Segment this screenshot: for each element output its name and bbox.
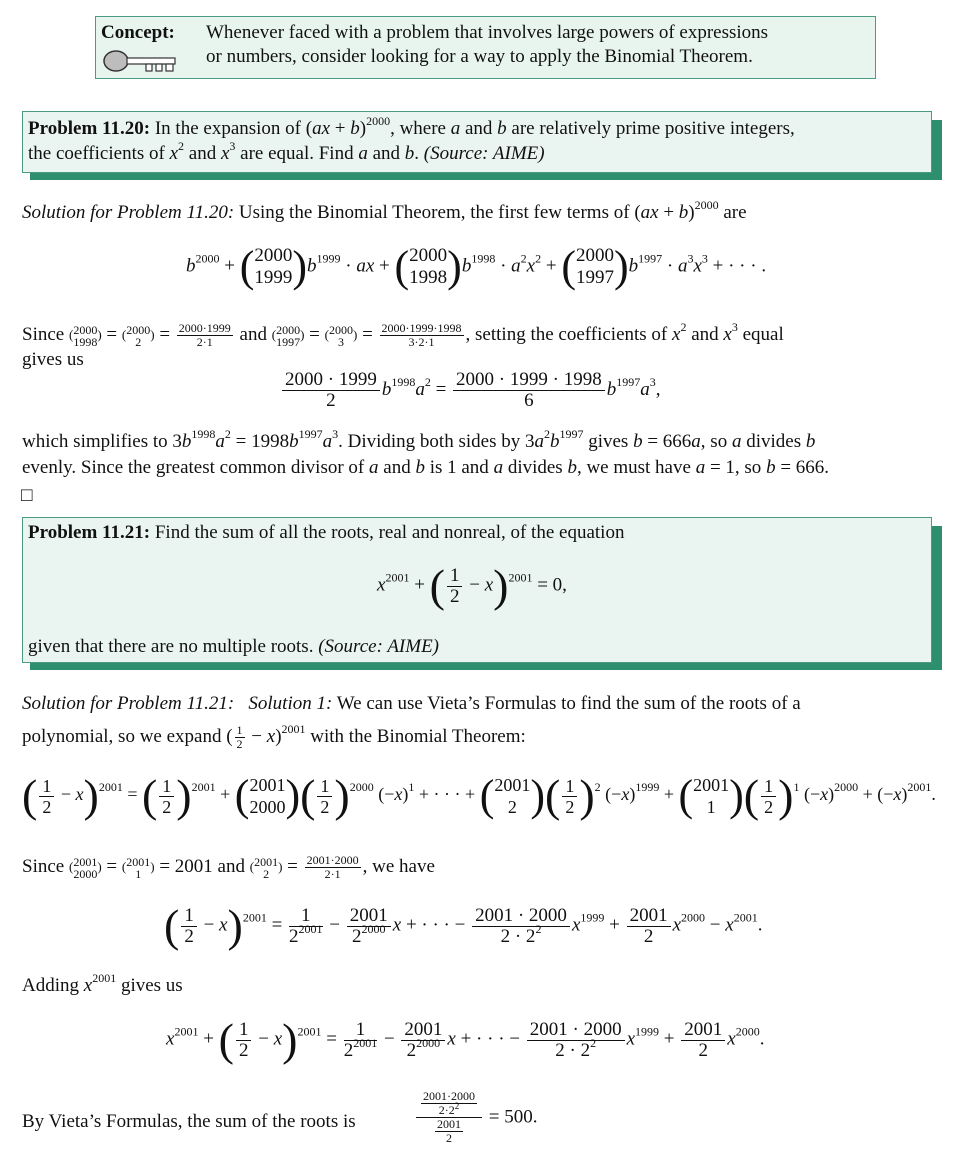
problem-source: (Source: AIME)	[318, 636, 440, 657]
text: gives us	[116, 975, 183, 996]
solution-11-20-conclusion: evenly. Since the greatest common divisor of a and b is 1 and a divides b, we must have a = 1, so b = 666.	[22, 457, 830, 478]
text: Adding	[22, 975, 84, 996]
solution-11-21-since	[22, 854, 435, 881]
text: and	[378, 457, 416, 478]
text: By Vieta’s Formulas, the sum of the roots is	[22, 1111, 356, 1132]
text: are	[718, 202, 747, 223]
math-expression: (ax + b)$^{2000}$	[305, 114, 391, 139]
gives-us-text: gives us	[22, 349, 84, 370]
text: , so	[700, 431, 732, 452]
math-expression: ( $\frac{1}{2}$ − x)$^{2001}$	[226, 721, 306, 751]
key-icon	[102, 49, 178, 75]
text: divides	[503, 457, 568, 478]
problem-11-21-label: Problem 11.21:	[28, 522, 151, 543]
text: , we must have	[576, 457, 696, 478]
text: . Dividing both sides by	[338, 431, 525, 452]
math-expression: ( 2001 2000 ) = ( 2001 1 )	[68, 855, 155, 881]
text: .	[414, 143, 424, 164]
text: given that there are no multiple roots.	[28, 636, 319, 657]
adding-text: Adding $x^{2001}$ gives us	[22, 971, 183, 996]
concept-line-1: Whenever faced with a problem that involves large powers of expressions	[206, 22, 769, 43]
problem-source: (Source: AIME)	[423, 143, 545, 164]
text: = 500.	[484, 1106, 538, 1128]
text: Find the sum of all the roots, real and nonreal, of the equation	[150, 522, 625, 543]
text: is 1 and	[424, 457, 494, 478]
problem-11-20-label: Problem 11.20:	[28, 118, 151, 139]
equation-expansion-simplified: ( $\frac{1}{2}$ − x)$^{2001}$ = $\frac{1}{2^{2001}}$ − $\frac{2001}{2^{2000}}$ x + · · · − $\frac{2001 \cdot 2000}{2 \cdot 2^2}$ $x^{1999}$ + $\frac{2001}{2}$ $x^{2000} - x^{2001}$.	[164, 900, 763, 951]
solution-11-20-simplifies: which simplifies to $3b^{1998}a^2 = 1998b^{1997}a^3$. Dividing both sides by $3a^2b^{1997}$ gives b = 666a, so a divides b	[22, 427, 816, 452]
text: evenly. Since the greatest common divisor of	[22, 457, 370, 478]
problem-11-21-line-2	[28, 635, 439, 659]
text: divides	[741, 431, 806, 452]
math-expression: ( 2001 2 ) = $\frac{2001\cdot 2000}{2\cdot 1}$	[249, 853, 359, 881]
text: the coefficients of	[28, 143, 170, 164]
problem-11-21-line-1	[28, 521, 624, 545]
solution-11-20-intro	[22, 198, 747, 225]
solution-1-label: Solution 1:	[248, 693, 333, 714]
text: , so	[734, 457, 767, 478]
text: and	[234, 323, 272, 345]
text: and	[184, 143, 221, 164]
text: polynomial, so we expand	[22, 725, 227, 747]
solution-heading: Solution for Problem 11.21:	[22, 693, 235, 714]
equation-problem-11-21: $x^{2001}$ + ( $\frac{1}{2}$ − x)$^{2001}$ = 0,	[377, 560, 567, 611]
text: are relatively prime positive integers,	[506, 118, 795, 139]
math-expression: ( 2000 1998 ) = ( 2000 2 ) = $\frac{2000\cdot 1999}{2\cdot 1}$	[68, 321, 231, 349]
concept-line-2: or numbers, consider looking for a way to apply the Binomial Theorem.	[206, 46, 753, 67]
equation-full-polynomial: $x^{2001}$ + ( $\frac{1}{2}$ − x)$^{2001}$ = $\frac{1}{2^{2001}}$ − $\frac{2001}{2^{2000}}$ x + · · · − $\frac{2001 \cdot 2000}{2 \cdot 2^2}$ $x^{1999}$ + $\frac{2001}{2}$ $x^{2000}$.	[166, 1014, 765, 1065]
text: with the Binomial Theorem:	[305, 725, 526, 747]
qed-square: □	[21, 485, 33, 506]
problem-11-20-line-1: Problem 11.20: In the expansion of (ax + b)$^{2000}$, where a and b are relatively prime positive integers,	[28, 114, 795, 139]
math-expression: ( 2000 1997 ) = ( 2000 3 ) = $\frac{2000\cdot 1999\cdot 1998}{3\cdot 2\cdot 1}$	[271, 321, 462, 349]
problem-11-21-box	[22, 517, 932, 663]
vieta-text	[22, 1110, 356, 1134]
text: , we have	[362, 855, 435, 877]
text: and	[367, 143, 405, 164]
solution-11-20-since: Since ( 2000 1998 ) = ( 2000 2 ) = $\frac{2000\cdot 1999}{2\cdot 1}$ and ( 2000 1997 ) = ( 2000 3 ) = $\frac{2000\cdot 1999\cdot 1998}{3\cdot 2\cdot 1}$ , setting the coefficients of $x^2$ and $x^3$ equal	[22, 319, 784, 349]
equation-expansion-terms: $b^{2000}$ + ( 2000 1999 )$b^{1999}$ · ax + ( 2000 1998 )$b^{1998} \cdot a^2x^2$ + ( 2000 1997 )$b^{1997} \cdot a^3x^3$ + · · · .	[186, 242, 767, 291]
solution-11-21-line-2	[22, 721, 526, 751]
text: are equal. Find	[235, 143, 359, 164]
math-expression: (ax + b)$^{2000}$	[634, 198, 719, 223]
text: gives	[583, 431, 634, 452]
problem-11-20-line-2: the coefficients of $x^2$ and $x^3$ are equal. Find a and b. (Source: AIME)	[28, 139, 545, 164]
text: , setting the coefficients of	[465, 323, 673, 345]
problem-11-20-box	[22, 111, 932, 173]
text: which simplifies to	[22, 431, 173, 452]
equation-coefficients-equal: $\frac{2000 \cdot 1999}{2}$ $b^{1998}a^2$ = $\frac{2000 \cdot 1999 \cdot 1998}{6}$ $b^{1997}a^3$,	[280, 370, 660, 411]
text: We can use Vieta’s Formulas to find the sum of the roots of a	[332, 693, 801, 714]
solution-heading: Solution for Problem 11.20:	[22, 202, 235, 223]
text: equal	[737, 323, 784, 345]
text: = 2001 and	[154, 855, 250, 877]
equation-vieta-sum: $\frac{\frac{2001\cdot 2000}{2\cdot 2^2}}{\frac{2001}{2}}$ = 500.	[414, 1090, 537, 1145]
concept-label: Concept:	[101, 22, 175, 43]
solution-11-21-intro	[22, 692, 801, 716]
text: Since	[22, 855, 69, 877]
concept-box	[95, 16, 876, 79]
text: Using the Binomial Theorem, the first few terms of	[234, 202, 635, 223]
equation-binomial-expansion: ( $\frac{1}{2}$ − x)$^{2001}$ = ( $\frac{1}{2}$ )$^{2001}$ + ( 2001 2000 )( $\frac{1}{2}$ )$^{2000}$ $(-x)^1$ + · · · + ( 2001 2 )( $\frac{1}{2}$ )$^2$ $(-x)^{1999}$ + ( 2001 1 )( $\frac{1}{2}$ )$^1$ $(-x)^{2000} + (-x)^{2001}$.	[22, 770, 936, 821]
text: In the expansion of	[150, 118, 306, 139]
text: and	[460, 118, 498, 139]
text: Since	[22, 323, 69, 345]
text: , where	[390, 118, 451, 139]
